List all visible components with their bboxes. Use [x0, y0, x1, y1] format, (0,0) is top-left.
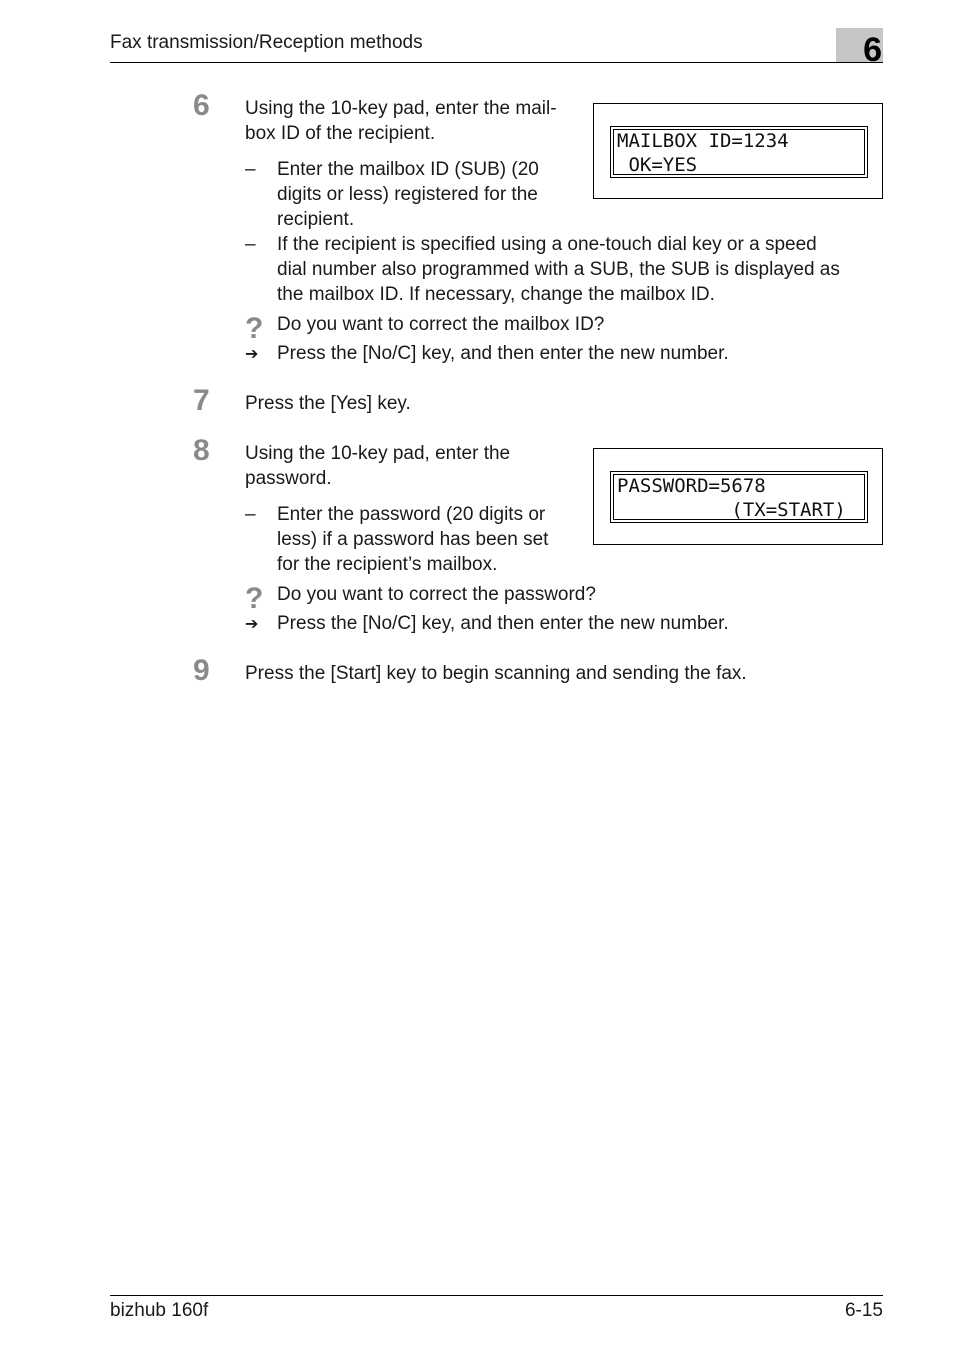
footer-divider: [110, 1295, 883, 1296]
lcd-screen: [610, 471, 868, 523]
step-text: Using the 10-key pad, enter the: [245, 443, 511, 464]
bullet-text: dial number also programmed with a SUB, the SUB is displayed as: [277, 259, 840, 280]
question-icon: ?: [245, 582, 264, 615]
lcd-display-panel: [593, 448, 883, 545]
bullet-text: the mailbox ID. If necessary, change the mailbox ID.: [277, 284, 715, 305]
question-text: Do you want to correct the password?: [277, 584, 596, 605]
step-number: 8: [193, 434, 210, 467]
step-text: box ID of the recipient.: [245, 123, 436, 144]
bullet-text: If the recipient is specified using a one-touch dial key or a speed: [277, 234, 817, 255]
question-text: Do you want to correct the mailbox ID?: [277, 314, 605, 335]
bullet-dash: –: [245, 234, 256, 255]
lcd-screen: [610, 126, 868, 178]
step-number: 7: [193, 384, 210, 417]
bullet-text: less) if a password has been set: [277, 529, 549, 550]
bullet-text: Enter the mailbox ID (SUB) (20: [277, 159, 539, 180]
header-divider: [110, 62, 883, 63]
step-text: Press the [Yes] key.: [245, 393, 411, 414]
question-icon: ?: [245, 312, 264, 345]
lcd-text-line: OK=YES: [617, 154, 698, 176]
lcd-text-line: (TX=START): [617, 499, 846, 521]
step-number: 9: [193, 654, 210, 687]
step-text: Using the 10-key pad, enter the mail-: [245, 98, 557, 119]
bullet-text: for the recipient’s mailbox.: [277, 554, 498, 575]
arrow-right-icon: ➔: [245, 616, 259, 633]
footer-product-name: bizhub 160f: [110, 1300, 209, 1321]
lcd-display-panel: [593, 103, 883, 199]
lcd-text-line: MAILBOX ID=1234: [617, 130, 789, 152]
arrow-right-icon: ➔: [245, 346, 259, 363]
step-text: Press the [Start] key to begin scanning and sending the fax.: [245, 663, 747, 684]
bullet-dash: –: [245, 504, 256, 525]
running-header-title: Fax transmission/Reception methods: [110, 32, 423, 53]
bullet-dash: –: [245, 159, 256, 180]
step-text: password.: [245, 468, 332, 489]
step-number: 6: [193, 89, 210, 122]
answer-text: Press the [No/C] key, and then enter the new number.: [277, 613, 729, 634]
bullet-text: recipient.: [277, 209, 355, 230]
lcd-text-line: PASSWORD=5678: [617, 475, 766, 497]
chapter-number: 6: [863, 31, 882, 69]
answer-text: Press the [No/C] key, and then enter the new number.: [277, 343, 729, 364]
bullet-text: Enter the password (20 digits or: [277, 504, 546, 525]
footer-page-number: 6-15: [844, 1300, 883, 1321]
bullet-text: digits or less) registered for the: [277, 184, 538, 205]
